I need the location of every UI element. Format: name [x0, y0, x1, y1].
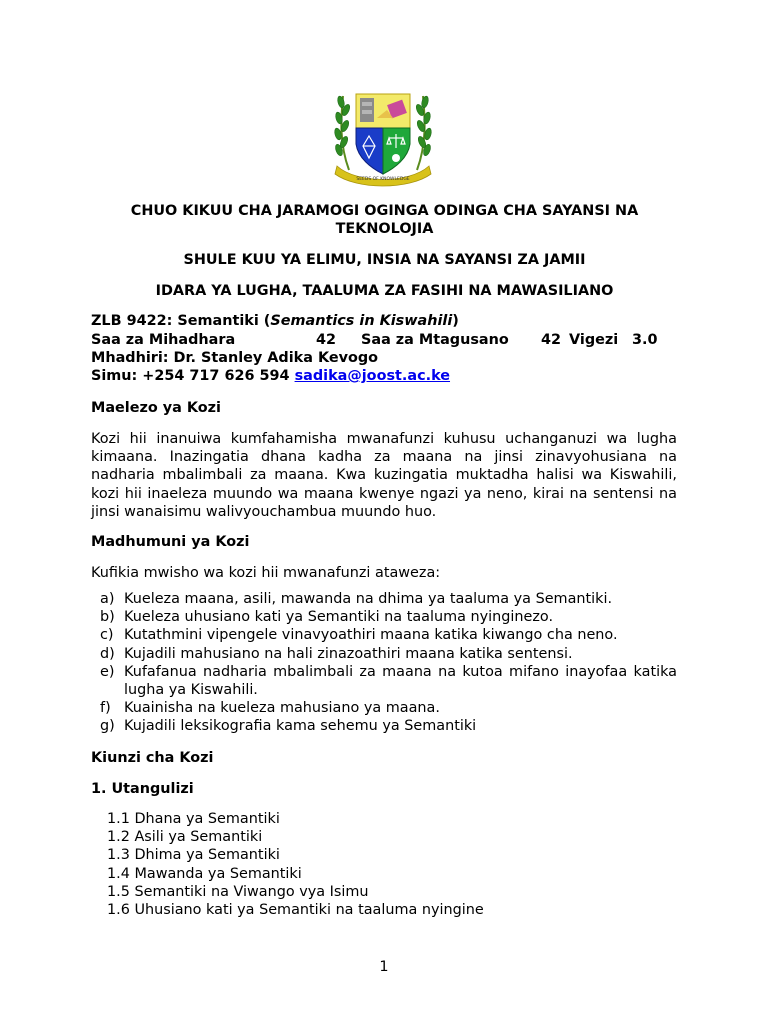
motto-text: SEEDS OF KNOWLEDGE [356, 177, 410, 182]
list-item: d) Kujadili mahusiano na hali zinazoathiri maana katika sentensi. [100, 645, 573, 662]
university-name: CHUO KIKUU CHA JARAMOGI OGINGA ODINGA CHA SAYANSI NA TEKNOLOJIA [130, 203, 639, 237]
description-body: Kozi hii inanuiwa kumfahamisha mwanafunzi kuhusu uchanganuzi wa lugha kimaana. Inazingatia dhana kadha za maana na jinsi zinavyohusiana na nadharia mbalimbali za maana. Kwa kuzingatia muktadha halisi wa Kiswahili, kozi hii inaeleza muundo wa maana kwenye ngazi ya neno, kirai na sentensi na jinsi wanaisimu walivyouchambua muundo huo. [91, 431, 677, 520]
left-laurel-icon [334, 95, 352, 170]
list-item: f) Kuainisha na kueleza mahusiano ya maana. [100, 700, 440, 717]
structure-heading: Kiunzi cha Kozi [91, 750, 214, 766]
credits-value: 3.0 [632, 332, 658, 348]
description-heading: Maelezo ya Kozi [91, 400, 221, 416]
objectives-heading: Madhumuni ya Kozi [91, 534, 250, 550]
list-item: 1.1 Dhana ya Semantiki [107, 811, 280, 827]
objectives-list [91, 590, 677, 736]
course-code-line [91, 312, 459, 330]
lecture-hours-label: Saa za Mihadhara [91, 332, 236, 348]
right-laurel-icon [415, 95, 433, 170]
shield-icon [356, 94, 410, 174]
course-code-close: ) [452, 313, 459, 329]
list-item: c) Kutathmini vipengele vinavyoathiri maana katika kiwango cha neno. [100, 627, 618, 644]
phone-number: Simu: +254 717 626 594 [91, 368, 290, 384]
tutorial-hours-value: 42 [541, 332, 562, 348]
section-1-list [107, 810, 484, 919]
list-item: 1.3 Dhima ya Semantiki [107, 847, 280, 864]
list-item: 1.2 Asili ya Semantiki [107, 829, 263, 846]
list-item: e) Kufafanua nadharia mbalimbali za maana na kutoa mifano inayofaa katika lugha ya Kiswahili. [100, 663, 677, 699]
list-item: 1.5 Semantiki na Viwango vya Isimu [107, 883, 369, 900]
lecturer-line: Mhadhiri: Dr. Stanley Adika Kevogo [91, 350, 379, 366]
department-name: IDARA YA LUGHA, TAALUMA ZA FASIHI NA MAWASILIANO [155, 283, 614, 299]
list-item: a) Kueleza maana, asili, mawanda na dhima ya taaluma ya Semantiki. [100, 591, 613, 607]
tutorial-hours-label: Saa za Mtagusano [361, 332, 509, 348]
email-link[interactable]: sadika@joost.ac.ke [294, 368, 451, 384]
page-number: 1 [379, 959, 389, 975]
hours-line [91, 331, 677, 349]
objectives-intro: Kufikia mwisho wa kozi hii mwanafunzi ataweza: [91, 565, 441, 581]
list-item: 1.6 Uhusiano kati ya Semantiki na taaluma nyingine [107, 902, 484, 919]
section-1-title: 1. Utangulizi [91, 781, 194, 797]
list-item: 1.4 Mawanda ya Semantiki [107, 865, 302, 882]
contact-line [91, 367, 450, 385]
course-title-english: Semantics in Kiswahili [270, 313, 453, 329]
university-crest-logo [327, 88, 439, 188]
lecture-hours-value: 42 [316, 332, 337, 348]
list-item: g) Kujadili leksikografia kama sehemu ya Semantiki [100, 718, 477, 735]
credits-label: Vigezi [569, 332, 619, 348]
school-name: SHULE KUU YA ELIMU, INSIA NA SAYANSI ZA JAMII [183, 252, 586, 268]
list-item: b) Kueleza uhusiano kati ya Semantiki na taaluma nyinginezo. [100, 609, 554, 626]
course-code: ZLB 9422: Semantiki ( [91, 313, 271, 329]
